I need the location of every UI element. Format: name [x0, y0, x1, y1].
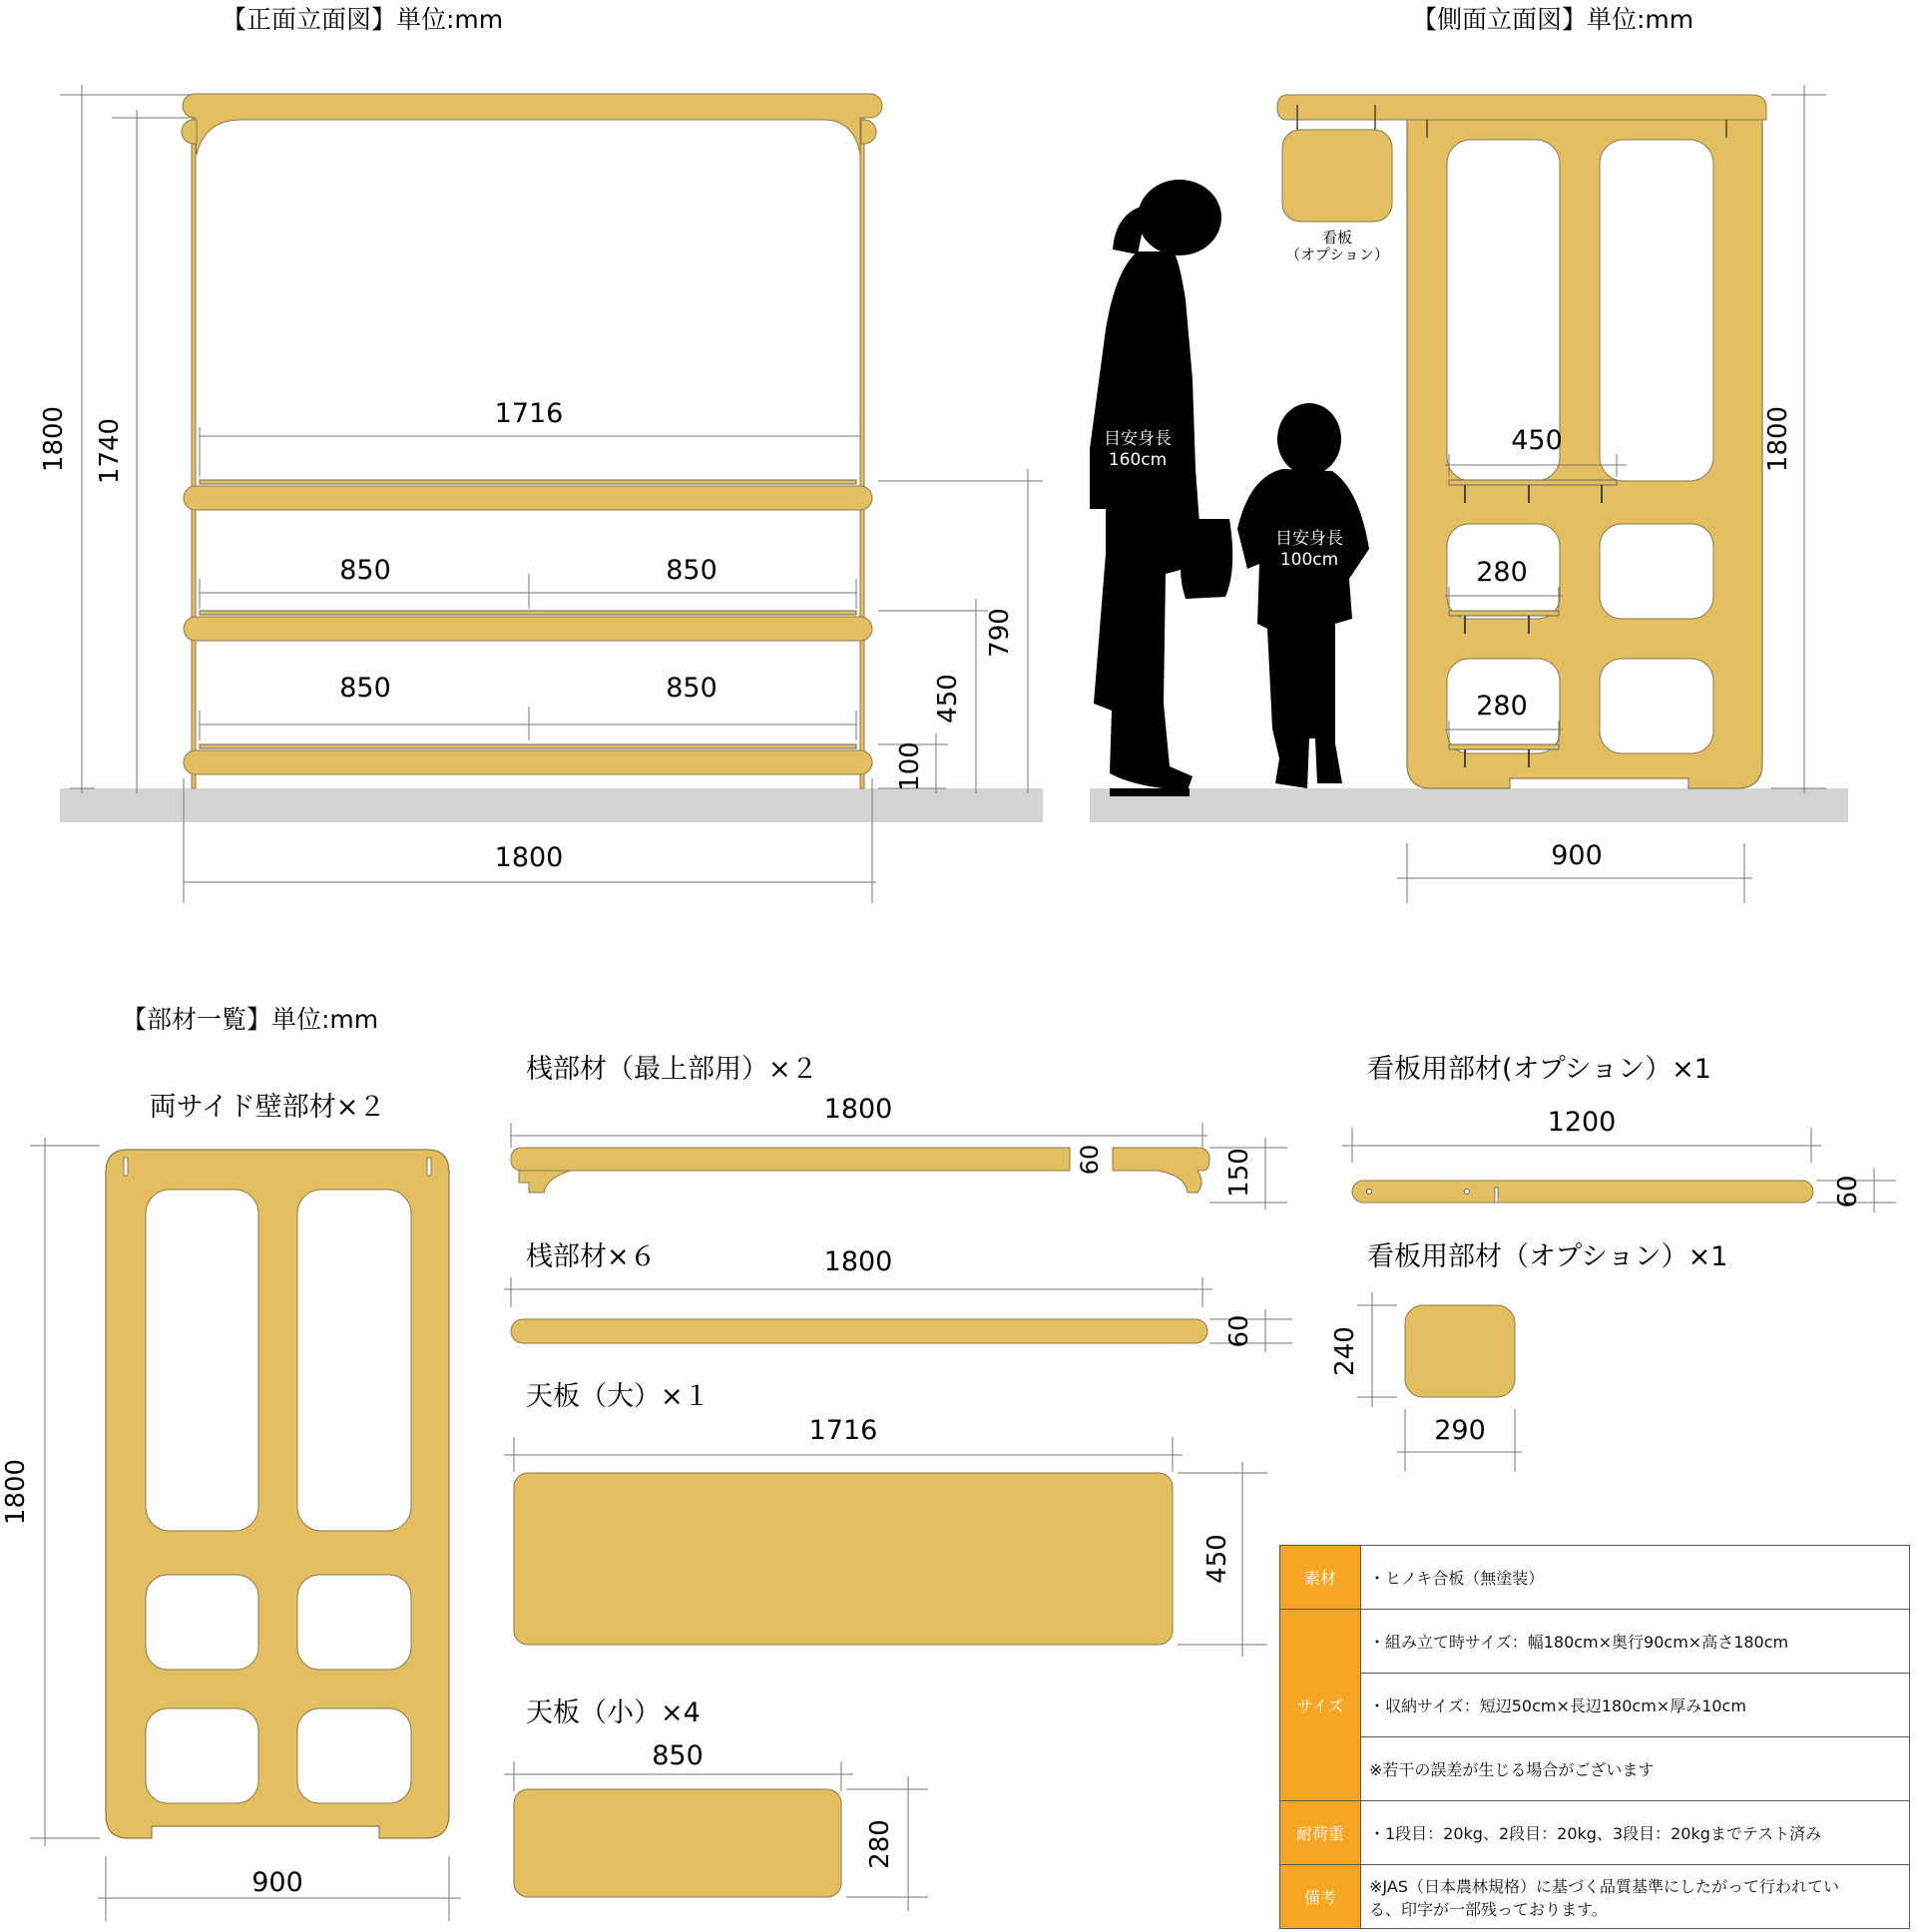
front-right-post — [860, 98, 864, 788]
part-rail-height: 60 — [1224, 1314, 1254, 1348]
part-sign-board-width: 290 — [1434, 1415, 1486, 1446]
child-silhouette — [1237, 403, 1369, 788]
front-low-board — [200, 744, 856, 748]
part-sign-board-height: 240 — [1330, 1326, 1360, 1376]
part-top-rail-length: 1800 — [823, 1094, 893, 1125]
spec-size-storage: ・収納サイズ：短辺50cm×長辺180cm×厚み10cm — [1361, 1674, 1910, 1737]
spec-load-label: 耐荷重 — [1280, 1801, 1361, 1865]
part-sign-rail-title: 看板用部材(オプション）×1 — [1367, 1054, 1711, 1085]
front-dim-bay-right-1: 850 — [666, 555, 718, 586]
front-elevation-title: 【正面立面図】単位:mm — [222, 5, 504, 34]
side-sign-board — [1282, 130, 1392, 222]
front-rail-2 — [184, 617, 872, 641]
front-top-board — [200, 480, 856, 484]
front-dim-790: 790 — [985, 608, 1015, 658]
part-top-rail — [511, 1054, 1287, 1209]
part-rail — [504, 1241, 1292, 1352]
child-height-label-1: 目安身長 — [1275, 529, 1343, 549]
side-dim-450: 450 — [1511, 425, 1563, 456]
adult-height-label-2: 160cm — [1108, 450, 1168, 470]
part-top-small-length: 850 — [652, 1740, 704, 1771]
part-top-large-length: 1716 — [808, 1415, 878, 1446]
parts-list-title: 【部材一覧】単位:mm — [122, 1005, 379, 1034]
part-top-small-width: 280 — [865, 1819, 895, 1869]
front-dim-height-total: 1800 — [39, 405, 69, 473]
part-top-rail-title: 桟部材（最上部用）×２ — [526, 1054, 818, 1085]
side-dim-depth: 900 — [1551, 840, 1603, 871]
side-shelf-top — [1449, 480, 1617, 485]
side-dim-280-b: 280 — [1476, 691, 1528, 722]
part-top-large — [504, 1381, 1267, 1657]
part-top-rail-leg — [519, 1171, 571, 1193]
front-rail-3 — [184, 750, 872, 774]
part-top-small-board — [514, 1789, 841, 1897]
front-dim-width: 1800 — [494, 842, 564, 873]
front-top-rail-ear-left — [182, 120, 197, 144]
spec-remarks-line-2: る、印字が一部残っております。 — [1369, 1899, 1608, 1919]
spec-material-label: 素材 — [1280, 1546, 1361, 1610]
part-rail-title: 桟部材×６ — [526, 1241, 657, 1272]
part-top-rail-bar — [511, 1148, 1070, 1171]
part-wall-opening-6 — [297, 1708, 411, 1803]
spec-table — [1279, 1545, 1910, 1929]
child-height-label-2: 100cm — [1279, 550, 1339, 570]
front-rail-1 — [184, 486, 872, 510]
front-dim-bay-left-2: 850 — [339, 673, 391, 704]
part-sign-board-panel — [1405, 1305, 1515, 1397]
side-sign-label-2: （オプション） — [1285, 245, 1389, 263]
part-sign-board-title: 看板用部材（オプション）×1 — [1367, 1241, 1728, 1272]
front-dim-bay-left-1: 850 — [339, 555, 391, 586]
part-wall-opening-2 — [297, 1190, 411, 1531]
front-dim-height-inner: 1740 — [95, 417, 125, 485]
part-top-large-board — [514, 1473, 1173, 1645]
side-wall-opening-2 — [1600, 140, 1713, 481]
part-sign-rail — [1342, 1054, 1896, 1212]
spec-load: ・1段目：20kg、2段目：20kg、3段目：20kgまでテスト済み — [1361, 1801, 1910, 1865]
part-top-rail-end — [1113, 1148, 1209, 1193]
part-top-rail-notch: 60 — [1076, 1144, 1104, 1176]
spec-size-note: ※若干の誤差が生じる場合がございます — [1361, 1737, 1910, 1801]
part-side-wall-width: 900 — [251, 1867, 303, 1898]
part-top-large-width: 450 — [1202, 1534, 1232, 1584]
front-top-rail — [183, 94, 882, 155]
front-ground — [60, 788, 1043, 822]
front-top-rail-ear-right — [861, 120, 876, 144]
side-shelf-mid — [1449, 611, 1559, 616]
part-sign-rail-length: 1200 — [1547, 1107, 1617, 1138]
part-top-small — [504, 1697, 928, 1911]
part-rail-length: 1800 — [823, 1246, 893, 1277]
part-sign-rail-bar — [1352, 1181, 1813, 1203]
part-top-large-title: 天板（大）×１ — [526, 1381, 711, 1412]
spec-remarks-label: 備考 — [1280, 1865, 1361, 1929]
front-dim-bay-right-2: 850 — [666, 673, 718, 704]
side-elevation-title: 【側面立面図】単位:mm — [1412, 5, 1694, 34]
part-wall-opening-1 — [146, 1190, 258, 1531]
part-top-rail-height: 150 — [1224, 1148, 1254, 1198]
part-wall-opening-3 — [146, 1575, 258, 1670]
front-left-post — [192, 98, 196, 788]
side-top-rail — [1277, 95, 1766, 120]
part-side-wall-title: 両サイド壁部材×２ — [149, 1092, 386, 1123]
front-dim-top-board: 1716 — [494, 398, 564, 429]
part-wall-opening-5 — [146, 1708, 258, 1803]
side-wall-opening-4 — [1600, 524, 1713, 619]
spec-material: ・ヒノキ合板（無塗装） — [1361, 1546, 1910, 1610]
spec-size-assembled: ・組み立て時サイズ：幅180cm×奥行90cm×高さ180cm — [1361, 1610, 1910, 1674]
part-sign-board — [1330, 1241, 1727, 1472]
front-dim-100: 100 — [895, 741, 925, 791]
side-sign-label-1: 看板 — [1321, 229, 1353, 246]
adult-height-label-1: 目安身長 — [1104, 429, 1172, 449]
side-ground — [1090, 788, 1848, 822]
side-elevation — [1090, 85, 1848, 903]
part-side-wall — [1, 1092, 461, 1921]
spec-size-label: サイズ — [1280, 1610, 1361, 1801]
side-dim-height: 1800 — [1763, 405, 1793, 473]
part-top-small-title: 天板（小）×4 — [526, 1697, 701, 1728]
part-sign-rail-height: 60 — [1833, 1175, 1863, 1208]
front-dim-450: 450 — [933, 674, 963, 724]
adult-silhouette — [1090, 180, 1232, 796]
front-elevation — [39, 85, 1043, 903]
part-rail-bar — [511, 1319, 1207, 1343]
front-mid-board — [200, 611, 856, 615]
spec-remarks-line-1: ※JAS（日本農林規格）に基づく品質基準にしたがって行われてい — [1369, 1876, 1839, 1896]
spec-remarks — [1361, 1865, 1910, 1929]
part-side-wall-height: 1800 — [1, 1458, 31, 1526]
side-wall-opening-6 — [1600, 659, 1713, 753]
side-shelf-low — [1449, 744, 1559, 749]
side-dim-280-a: 280 — [1476, 557, 1528, 588]
part-wall-opening-4 — [297, 1575, 411, 1670]
